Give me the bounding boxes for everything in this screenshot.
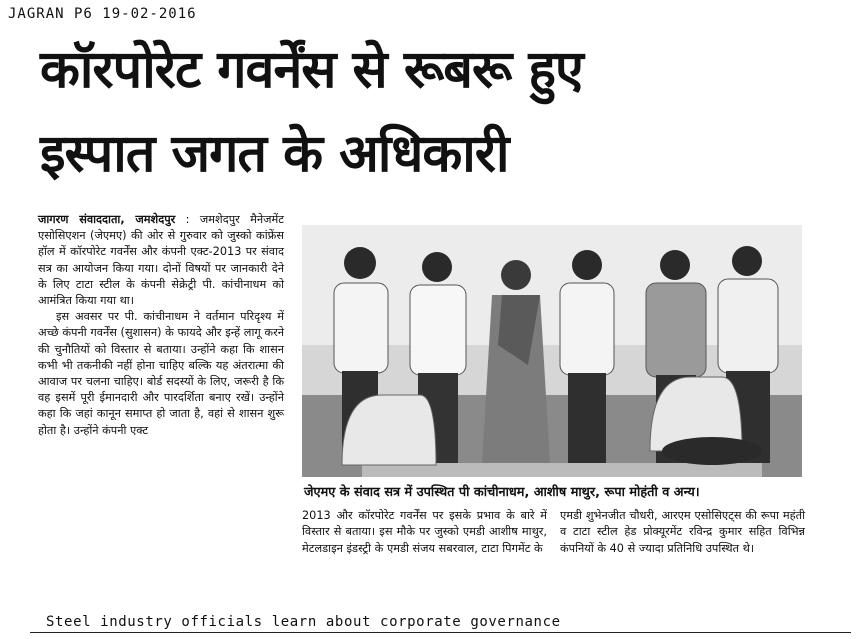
lead-text: : जमशेदपुर मैनेजमेंट एसोसिएशन (जेएमए) की ओर से गुरुवार को जुस्को कांफ्रेंस हॉल में कॉरपोरेट गवर्नेंस और कंपनी एक्ट-2013 पर संवाद सत्र का आयोजन किया गया। दोनों विषयों पर जानकारी देने के लिए टाटा स्टील के कंपनी सेक्रेट्री पी. कांचीनाधम को आमंत्रित किया गया था। [38, 213, 284, 308]
photo-caption: जेएमए के संवाद सत्र में उपस्थित पी कांचीनाधम, आशीष माथुर, रूपा मोहंती व अन्य। [304, 485, 700, 500]
headline-line-2: इस्पात जगत के अधिकारी [40, 124, 509, 184]
byline: जागरण संवाददाता, जमशेदपुर [38, 213, 176, 226]
clipping-source: JAGRAN P6 19-02-2016 [8, 6, 197, 22]
english-translation: Steel industry officials learn about corporate governance [46, 614, 561, 630]
news-photo-graphic [302, 225, 802, 477]
article-column-1 [38, 212, 284, 439]
article-column-3: एमडी शुभेनजीत चौधरी, आरएम एसोसिएट्स की रूपा महंती व टाटा स्टील हेड प्रोक्यूरमेंट रविन्द्र कुमार सहित विभिन्न कंपनियों के 40 से ज्यादा प्रतिनिधि उपस्थित थे। [560, 509, 805, 555]
headline-line-1: कॉरपोरेट गवर्नेंस से रूबरू हुए [40, 40, 583, 100]
article-paragraph-2: इस अवसर पर पी. कांचीनाधम ने वर्तमान परिदृश्य में अच्छे कंपनी गवर्नेंस (सुशासन) के फायदे और इन्हें लागू करने की चुनौतियों को विस्तार से बताया। उन्होंने कहा कि शासन कभी भी तकनीकी नहीं होना चाहिए बल्कि यह अंतरात्मा की आवाज पर चलना चाहिए। बोर्ड सदस्यों के लिए, जरूरी है कि वह इसमें पूरी ईमानदारी और पारदर्शिता बनाए रखें। उन्होंने कहा कि जहां कानून समाप्त हो जाता है, वहां से शासन शुरू होता है। उन्होंने कंपनी एक्ट [38, 310, 284, 437]
article-column-2: 2013 और कॉरपोरेट गवर्नेंस पर इसके प्रभाव के बारे में विस्तार से बताया। इस मौके पर जुस्को एमडी आशीष माथुर, मेटलडाइन इंडस्ट्री के एमडी संजय सबरवाल, टाटा पिगमेंट के [302, 509, 547, 555]
news-photo [302, 225, 802, 477]
article-lead-paragraph [38, 212, 284, 309]
bottom-rule [30, 632, 851, 633]
